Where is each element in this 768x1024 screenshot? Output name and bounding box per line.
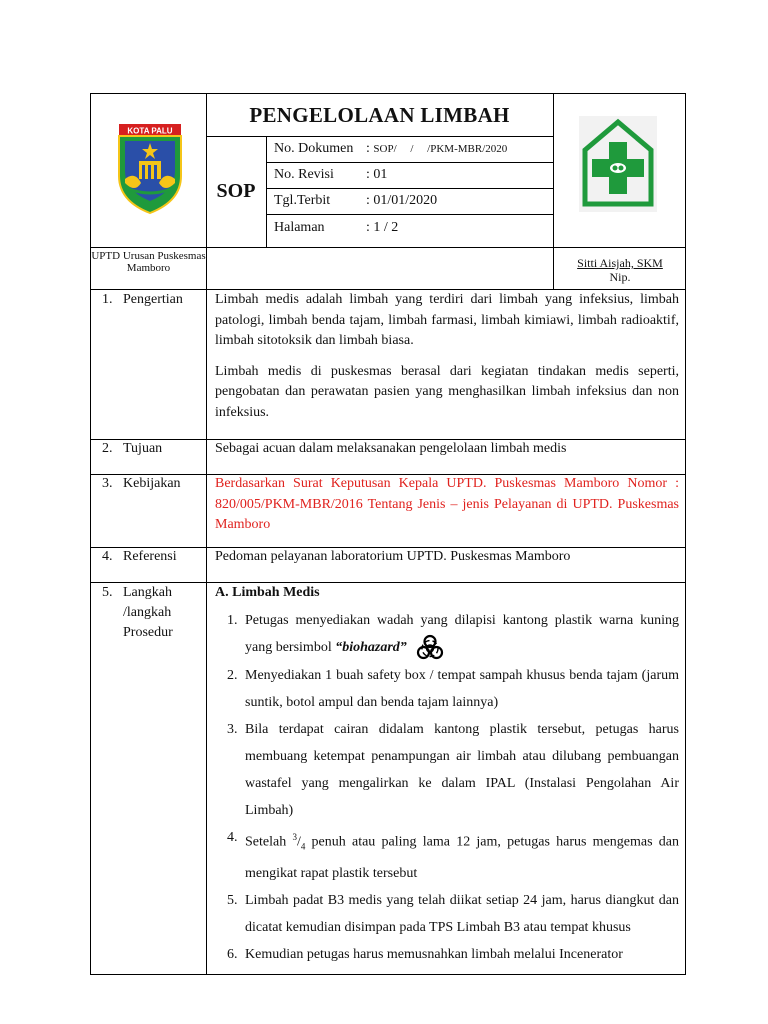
step-6 xyxy=(215,941,679,968)
section-label-referensi xyxy=(91,547,206,567)
step-number: 4. xyxy=(227,830,238,845)
procedure-steps xyxy=(215,607,679,968)
policy-paragraph: Berdasarkan Surat Keputusan Kepala UPTD. Puskesmas Mamboro Nomor : 820/005/PKM-MBR/2016 Tentang Jenis – jenis Pelayanan di UPTD. Puskesmas Mamboro xyxy=(215,476,679,532)
section-number: 3. xyxy=(102,476,113,491)
section-content-kebijakan xyxy=(206,474,686,536)
puskesmas-logo xyxy=(579,116,657,212)
section-content-prosedur xyxy=(206,583,686,968)
step-3 xyxy=(215,716,679,824)
step-number: 6. xyxy=(227,947,238,963)
step-5 xyxy=(215,887,679,941)
step-text: Petugas menyediakan wadah yang dilapisi kantong plastik warna kuning yang bersimbol xyxy=(245,613,679,656)
meta-label: No. Revisi xyxy=(274,167,334,182)
section-label: Tujuan xyxy=(123,441,163,456)
paragraph: Sebagai acuan dalam melaksanakan pengelolaan limbah medis xyxy=(215,441,567,456)
section-content-tujuan xyxy=(206,439,686,460)
meta-no-revisi xyxy=(266,162,553,188)
label-line: /langkah xyxy=(123,605,172,620)
sop-label: SOP xyxy=(216,180,256,202)
section-label: Referensi xyxy=(123,549,177,564)
section-number: 1. xyxy=(102,292,113,307)
kota-palu-logo xyxy=(111,121,189,217)
step-text: Setelah xyxy=(245,834,293,850)
step-emphasis: “biohazard” xyxy=(335,640,407,656)
label-line: Langkah xyxy=(123,585,172,600)
fraction-denominator: 4 xyxy=(300,841,306,852)
paragraph: Limbah medis di puskesmas berasal dari kegiatan tindakan medis seperti, pengobatan dan perawatan pasien yang menghasilkan limbah infeksius dan non infeksius. xyxy=(215,363,679,420)
step-1 xyxy=(215,607,679,662)
section-label-tujuan xyxy=(91,439,206,459)
signature-block xyxy=(553,247,686,289)
section-label-prosedur xyxy=(91,583,206,643)
signatory-name: Sitti Aisjah, SKM xyxy=(577,256,663,270)
step-4: 4. Setelah $^3/_4$ penuh atau paling lama 12 jam, petugas harus mengemas dan mengikat rapat plastik tersebut xyxy=(215,824,679,887)
step-text: Menyediakan 1 buah safety box / tempat sampah khusus benda tajam (jarum suntik, botol ampul dan benda tajam lainnya) xyxy=(245,668,679,710)
section-label: Kebijakan xyxy=(123,476,181,491)
step-number: 1. xyxy=(227,613,238,628)
subsection-title: A. Limbah Medis xyxy=(215,585,320,600)
paragraph: Limbah medis adalah limbah yang terdiri dari limbah yang infeksius, limbah patologi, limbah benda tajam, limbah farmasi, limbah kimiawi, limbah radioaktif, limbah sitotoksik dan limbah biasa. xyxy=(215,292,679,348)
step-text: Limbah padat B3 medis yang telah diikat setiap 24 jam, harus diangkut dan dicatat kemudian disimpan pada TPS Limbah B3 atau tempat khusus xyxy=(245,893,679,936)
meta-value-small: SOP/ / /PKM-MBR/2020 xyxy=(373,143,508,155)
paragraph: Pedoman pelayanan laboratorium UPTD. Puskesmas Mamboro xyxy=(215,549,571,564)
logo-caption: KOTA PALU xyxy=(127,126,173,136)
section-content-referensi xyxy=(206,547,686,568)
section-number: 2. xyxy=(102,441,113,456)
step-number: 2. xyxy=(227,668,238,683)
step-text: penuh atau paling lama 12 jam, petugas harus mengemas dan mengikat rapat plastik tersebut xyxy=(245,834,679,882)
fraction-numerator: 3 xyxy=(292,832,297,842)
signatory-nip: Nip. xyxy=(609,270,631,284)
meta-value: : 01/01/2020 xyxy=(366,193,438,208)
step-2 xyxy=(215,662,679,716)
section-label: Pengertian xyxy=(123,292,183,307)
meta-label: No. Dokumen xyxy=(274,141,354,156)
document-title: PENGELOLAAN LIMBAH xyxy=(249,102,510,127)
meta-halaman xyxy=(266,215,553,241)
biohazard-icon xyxy=(416,634,444,662)
meta-no-dokumen xyxy=(266,136,553,162)
step-text: Bila terdapat cairan didalam kantong plastik tersebut, petugas harus membuang ketempat penampungan air limbah atau dilubang pembuangan wastafel yang mengalirkan ke dalam IPAL (Instalasi Pengolahan Air Limbah) xyxy=(245,722,679,818)
meta-value: : xyxy=(366,141,374,156)
step-number: 3. xyxy=(227,722,238,737)
organization-name: UPTD Urusan Puskesmas Mamboro xyxy=(91,250,206,274)
meta-label: Halaman xyxy=(274,220,325,235)
label-line: Prosedur xyxy=(123,625,173,640)
section-label-kebijakan xyxy=(91,474,206,494)
meta-value: : 01 xyxy=(366,167,388,182)
sop-document xyxy=(90,93,686,975)
meta-label: Tgl.Terbit xyxy=(274,193,331,208)
section-number: 4. xyxy=(102,549,113,564)
section-label xyxy=(123,583,173,643)
meta-value: : 1 / 2 xyxy=(366,220,399,235)
step-text: Kemudian petugas harus memusnahkan limbah melalui Incenerator xyxy=(245,947,623,963)
step-number: 5. xyxy=(227,893,238,909)
section-content-pengertian xyxy=(206,290,686,423)
section-number: 5. xyxy=(102,585,113,600)
meta-tgl-terbit xyxy=(266,188,553,214)
section-label-pengertian xyxy=(91,290,206,310)
